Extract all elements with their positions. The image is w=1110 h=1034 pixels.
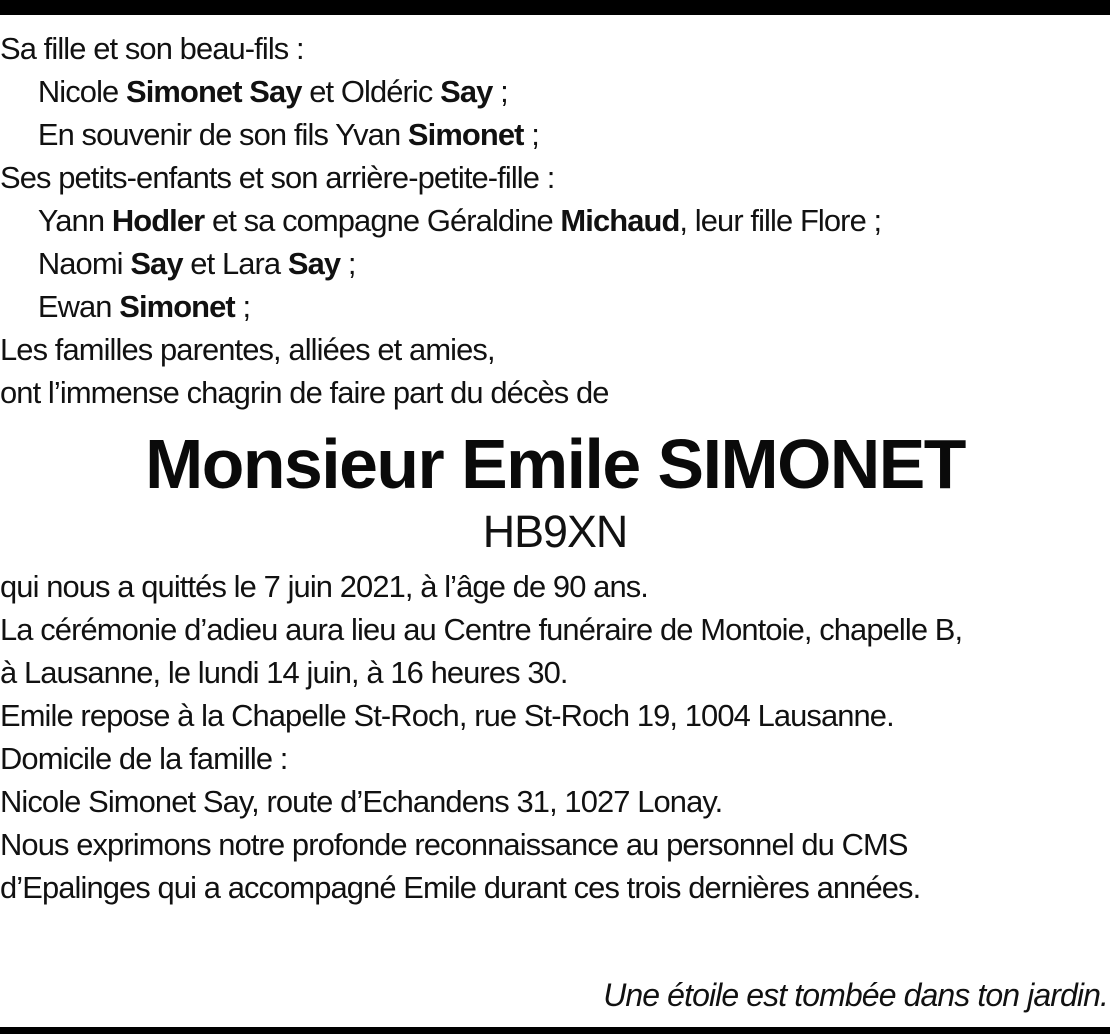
detail-line: à Lausanne, le lundi 14 juin, à 16 heures 30. bbox=[0, 655, 568, 690]
grandchild-line: Naomi Say et Lara Say ; bbox=[37, 246, 356, 281]
obituary-body bbox=[0, 27, 1110, 909]
bottom-border-rule bbox=[0, 1027, 1110, 1034]
son-memory-line: En souvenir de son fils Yvan Simonet ; bbox=[37, 117, 539, 152]
daughter-line: Nicole Simonet Say et Oldéric Say ; bbox=[37, 74, 508, 109]
detail-line: Nicole Simonet Say, route d’Echandens 31, 1027 Lonay. bbox=[0, 784, 723, 819]
detail-line: Nous exprimons notre profonde reconnaissance au personnel du CMS bbox=[0, 827, 908, 862]
detail-line: Emile repose à la Chapelle St-Roch, rue St-Roch 19, 1004 Lausanne. bbox=[0, 698, 894, 733]
detail-line: d’Epalinges qui a accompagné Emile durant ces trois dernières années. bbox=[0, 870, 921, 905]
detail-line: La cérémonie d’adieu aura lieu au Centre funéraire de Montoie, chapelle B, bbox=[0, 612, 963, 647]
detail-line: Domicile de la famille : bbox=[0, 741, 288, 776]
grandchild-line: Ewan Simonet ; bbox=[37, 289, 251, 324]
deceased-callsign: HB9XN bbox=[482, 506, 628, 557]
detail-line: qui nous a quittés le 7 juin 2021, à l’âge de 90 ans. bbox=[0, 569, 648, 604]
announce-line: ont l’immense chagrin de faire part du décès de bbox=[0, 375, 609, 410]
grandchild-line: Yann Hodler et sa compagne Géraldine Michaud, leur fille Flore ; bbox=[37, 203, 882, 238]
top-border-rule bbox=[0, 0, 1110, 15]
deceased-name: Monsieur Emile SIMONET bbox=[145, 425, 965, 503]
daughter-label: Sa fille et son beau-fils : bbox=[0, 31, 304, 66]
families-line: Les familles parentes, alliées et amies, bbox=[0, 332, 495, 367]
signoff-quote: Une étoile est tombée dans ton jardin. bbox=[603, 977, 1108, 1013]
grandchildren-label: Ses petits-enfants et son arrière-petite-fille : bbox=[0, 160, 555, 195]
